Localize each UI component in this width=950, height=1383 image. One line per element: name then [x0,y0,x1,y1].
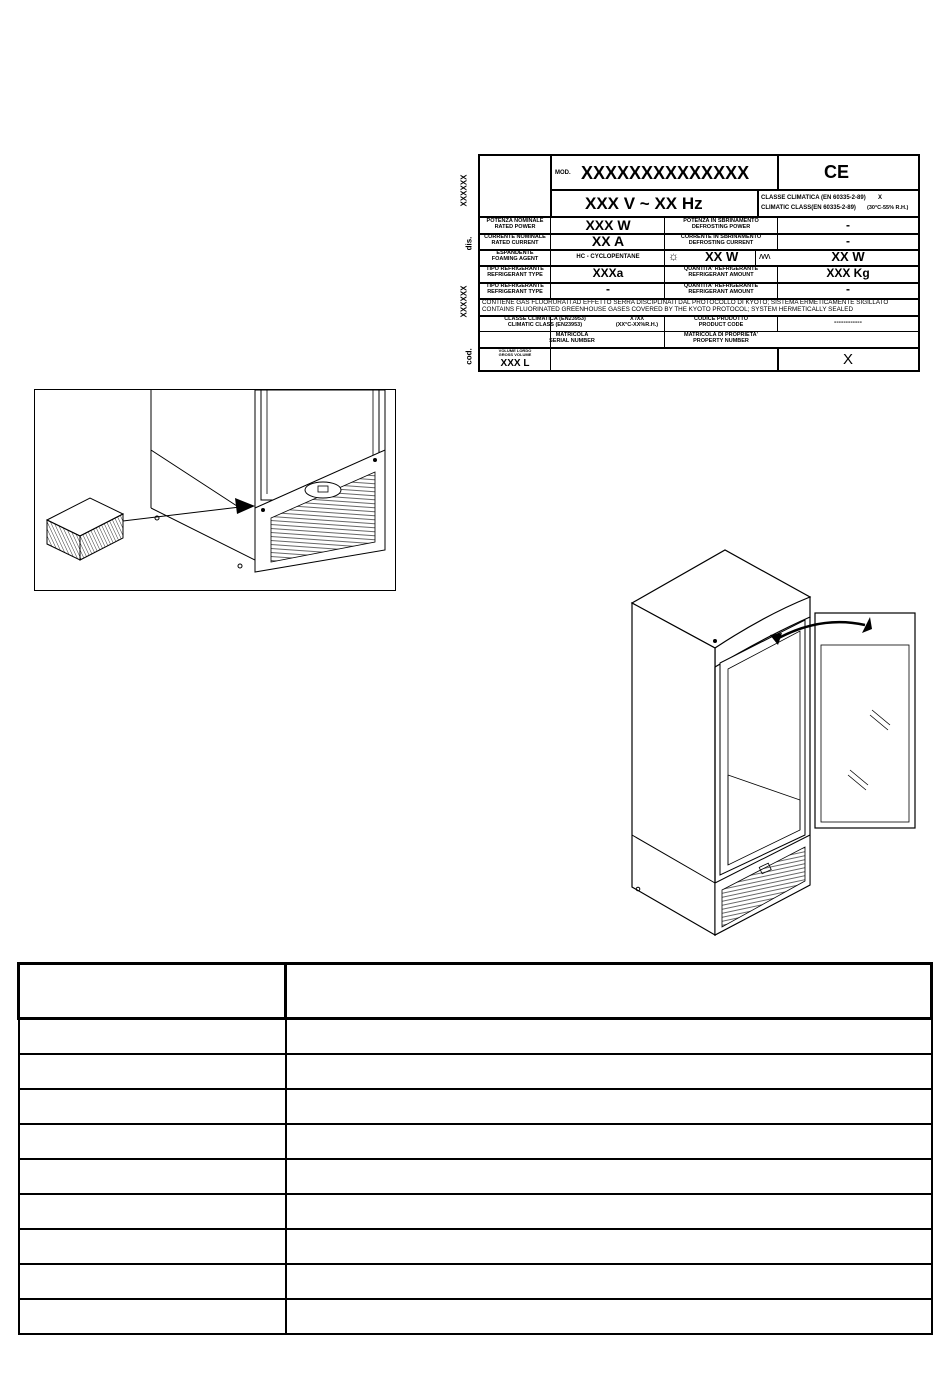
serial-number-label: MATRICOLA SERIAL NUMBER [549,332,595,344]
foaming-agent-label: ESPANDENTE FOAMING AGENT [491,250,539,262]
climate-class-range: (30°C-55% R.H.) [867,205,909,211]
product-code-value: ------------ [834,319,862,326]
climate-class-label-en: CLIMATIC CLASS(EN 60335-2-89) [761,205,856,211]
plate-frame [478,154,920,372]
refrigerant-type-value: XXXa [592,266,624,280]
table-cell [286,1019,932,1055]
defrost-current-label: CORRENTE IN SBRINAMENTO DEFROSTING CURRENT [680,234,762,246]
table-cell [286,1124,932,1159]
refrigerant-amount-value-2: - [846,282,850,296]
side-label: XXXXXX [459,174,469,207]
table-cell [19,1264,286,1299]
specification-table [17,962,933,1335]
gross-volume-label: VOLUME LORDO GROSS VOLUME [498,348,532,358]
table-row [19,1124,932,1159]
property-number-label: MATRICOLA DI PROPRIETA' PROPERTY NUMBER [684,332,758,344]
table-row [19,1299,932,1334]
table-cell [286,1089,932,1124]
table-cell [286,1229,932,1264]
fgas-notice-en: CONTAINS FLUORINATED GREENHOUSE GASES COVERED BY THE KYOTO PROTOCOL; SYSTEM HERMETICALLY SEALED [482,306,854,313]
refrigerant-type-label-2: TIPO REFRIGERANTE REFRIGERANT TYPE [486,283,544,295]
table-cell [19,1089,286,1124]
table-row [19,1089,932,1124]
refrigerant-amount-label-2: QUANTITA' REFRIGERANTE REFRIGERANT AMOUNT [683,283,759,295]
figure-packaging-removal [34,389,396,591]
rated-current-label: CORRENTE NOMINALE RATED CURRENT [484,234,546,246]
refrigerant-amount-value: XXX Kg [826,266,870,280]
rated-power-value: XXX W [585,217,631,233]
header-cell-1 [19,964,286,1019]
table-cell [19,1229,286,1264]
heater-icon: ʌʌʌ [759,251,770,261]
defrost-power-label: POTENZA IN SBRINAMENTO DEFROSTING POWER [683,218,759,230]
rated-power-label: POTENZA NOMINALE RATED POWER [486,218,544,230]
table-cell [19,1019,286,1055]
climatic-class-label: CLASSE CLIMATICA (EN23953) CLIMATIC CLASS (EN23953) [504,316,586,328]
table-row [19,1054,932,1089]
lighting-power-value: XX W [705,249,739,264]
side-label: cod. [464,348,474,365]
rated-current-value: XX A [591,233,625,249]
table-cell [19,1299,286,1334]
table-row [19,1264,932,1299]
model-number: XXXXXXXXXXXXXX [581,163,750,183]
side-label: dis. [464,236,474,251]
refrigerant-amount-label: QUANTITA' REFRIGERANTE REFRIGERANT AMOUNT [683,266,759,278]
table-row [19,1159,932,1194]
climatic-class-value: X /XX (XX°C-XX%R.H.) [615,316,659,328]
table-cell [19,1124,286,1159]
table-row [19,1229,932,1264]
table-cell [19,1159,286,1194]
defrost-power-value: - [846,218,850,232]
heater-power-value: XX W [831,249,865,264]
climate-class-value: X [878,195,883,201]
ce-mark: CE [824,162,850,182]
side-label: XXXXXX [459,285,469,318]
table-cell [19,1194,286,1229]
table-cell [286,1054,932,1089]
table-row [19,1019,932,1055]
light-icon: ☼ [668,249,679,263]
gross-volume-value: XXX L [500,358,530,369]
table-cell [19,1054,286,1089]
mod-label: MOD. [555,170,571,176]
cabinet-base-illustration [35,390,395,590]
climate-class-label: CLASSE CLIMATICA (EN 60335-2-89) [761,195,866,201]
rating-plate [460,154,922,374]
bin-mark: X [842,351,853,368]
table-cell [286,1159,932,1194]
voltage-frequency: XXX V ~ XX Hz [585,194,703,213]
foaming-agent-value: HC - CYCLOPENTANE [576,254,640,260]
table-row [19,1194,932,1229]
table-cell [286,1264,932,1299]
table-header [19,964,932,1019]
refrigerant-type-value-2: - [606,282,610,296]
fgas-notice-it: CONTIENE GAS FLUORURATI AD EFFETTO SERRA DISCIPLINATI DAL PROTOCOLLO DI KYOTO; SISTEMA ERMETICAMENTE SIGILLATO [482,299,889,306]
defrost-current-value: - [846,234,850,248]
refrigerant-type-label: TIPO REFRIGERANTE REFRIGERANT TYPE [486,266,544,278]
table-cell [286,1299,932,1334]
header-cell-2 [286,964,932,1019]
cabinet-open-door-illustration [620,545,920,940]
product-code-label: CODICE PRODOTTO PRODUCT CODE [694,316,748,328]
table-cell [286,1194,932,1229]
figure-door-opening [620,545,920,940]
